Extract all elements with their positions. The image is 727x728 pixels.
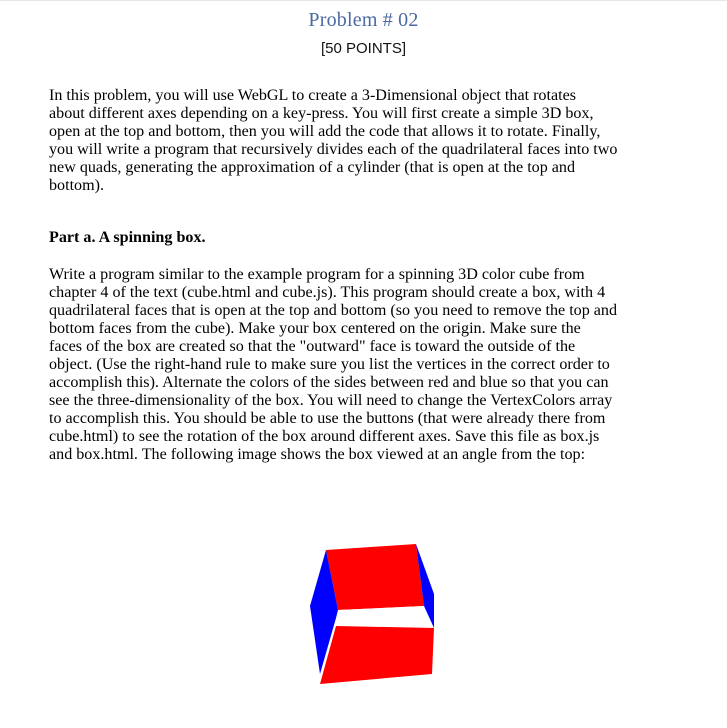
part-a-heading: Part a. A spinning box.	[49, 229, 206, 246]
part-a-line: accomplish this). Alternate the colors of the sides between red and blue so that you can	[49, 374, 609, 391]
part-a-line: faces of the box are created so that the "outward" face is toward the outside of the	[49, 338, 576, 355]
box-back-face	[326, 544, 424, 610]
spinning-box-figure	[308, 540, 438, 686]
box-front-face	[320, 626, 434, 684]
page-top-border	[0, 0, 727, 1]
part-a-line: and box.html. The following image shows the box viewed at an angle from the top:	[49, 446, 586, 463]
part-a-line: bottom faces from the cube). Make your box centered on the origin. Make sure the	[49, 320, 581, 337]
part-a-paragraph	[49, 266, 699, 464]
intro-line: you will write a program that recursively divides each of the quadrilateral faces into two	[49, 141, 618, 158]
part-a-line: see the three-dimensionality of the box. You will need to change the VertexColors array	[49, 392, 613, 409]
part-a-line: cube.html) to see the rotation of the box around different axes. Save this file as box.js	[49, 428, 600, 445]
points-label: [50 POINTS]	[320, 40, 407, 57]
part-a-line: chapter 4 of the text (cube.html and cube.js). This program should create a box, with 4	[49, 284, 606, 301]
intro-paragraph	[49, 87, 699, 195]
intro-line: open at the top and bottom, then you will add the code that allows it to rotate. Finally,	[49, 123, 601, 140]
problem-title: Problem # 02	[308, 9, 419, 31]
intro-line: about different axes depending on a key-press. You will first create a simple 3D box,	[49, 105, 594, 122]
part-a-line: quadrilateral faces that is open at the top and bottom (so you need to remove the top and	[49, 302, 618, 319]
part-a-line: to accomplish this. You should be able to use the buttons (that were already there from	[49, 410, 606, 427]
part-a-line: object. (Use the right-hand rule to make sure you list the vertices in the correct order to	[49, 356, 610, 373]
intro-line: new quads, generating the approximation of a cylinder (that is open at the top and	[49, 159, 576, 176]
part-a-line: Write a program similar to the example program for a spinning 3D color cube from	[49, 266, 585, 283]
intro-line: In this problem, you will use WebGL to create a 3-Dimensional object that rotates	[49, 87, 576, 104]
intro-line: bottom).	[49, 177, 104, 194]
